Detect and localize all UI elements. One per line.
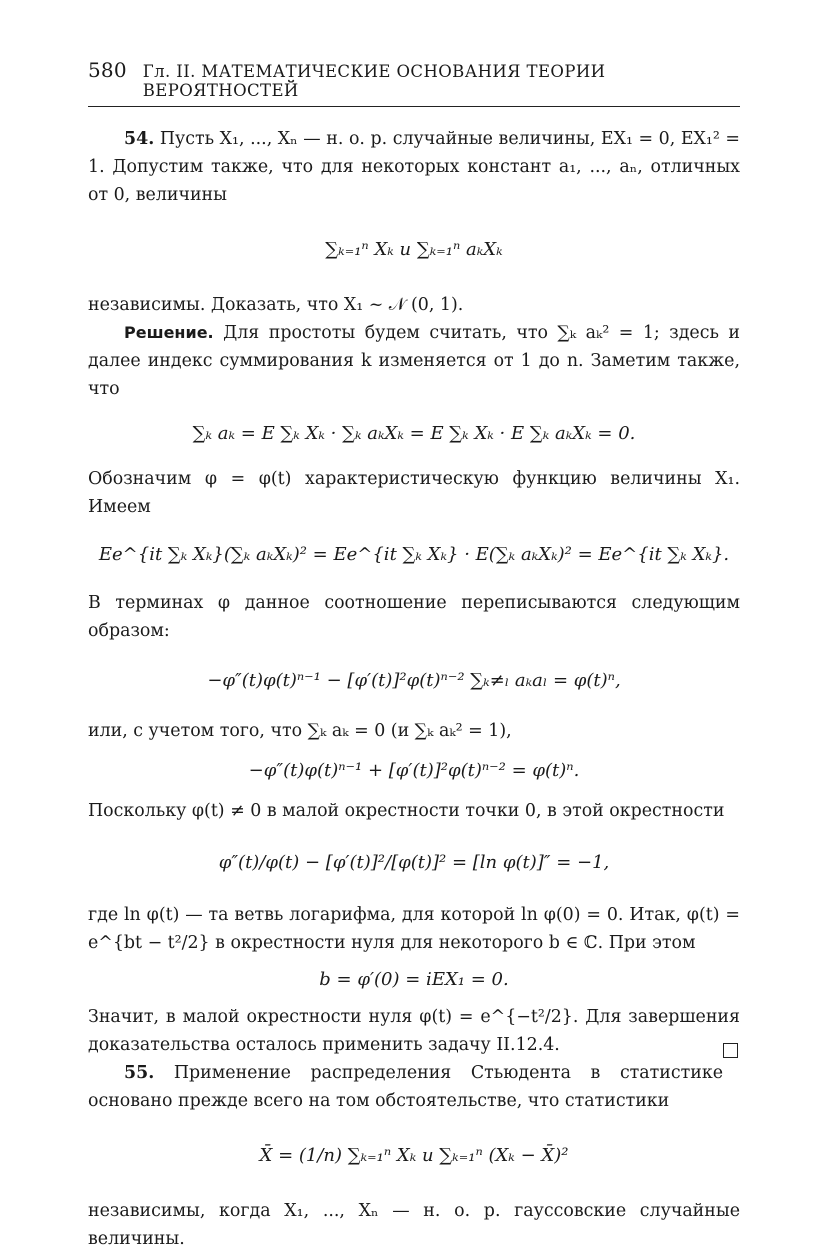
formula-log-derivative: φ″(t)/φ(t) − [φ′(t)]²/[φ(t)]² = [ln φ(t)]″ = −1, <box>218 852 610 873</box>
problem-54-number: 54. <box>124 129 155 149</box>
problem-54-claim: независимы. Доказать, что X₁ ~ 𝒩 (0, 1). <box>88 295 464 315</box>
solution-conclusion <box>88 1003 740 1059</box>
solution-text-1: Для простоты будем считать, что ∑ₖ aₖ² = 1; здесь и далее индекс суммирования k изменяется от 1 до n. Заметим также, что <box>88 323 740 399</box>
solution-text-6: где ln φ(t) — та ветвь логарифма, для которой ln φ(0) = 0. Итак, φ(t) = e^{bt − t²/2} в окрестности нуля для некоторого b ∈ ℂ. При этом <box>88 905 740 953</box>
solution-label: Решение. <box>124 323 214 342</box>
solution-paragraph <box>88 319 740 403</box>
solution-text-2: Обозначим φ = φ(t) характеристическую функцию величины X₁. Имеем <box>88 469 740 517</box>
formula-relation: −φ″(t)φ(t)ⁿ⁻¹ − [φ′(t)]²φ(t)ⁿ⁻² ∑ₖ≠ₗ aₖaₗ = φ(t)ⁿ, <box>207 670 621 691</box>
problem-55-number: 55. <box>124 1063 155 1083</box>
formula-statistics: X̄ = (1/n) ∑ₖ₌₁ⁿ Xₖ и ∑ₖ₌₁ⁿ (Xₖ − X̄)² <box>259 1145 569 1166</box>
qed-icon <box>723 1043 738 1058</box>
running-header <box>88 58 740 107</box>
solution-text-4: или, с учетом того, что ∑ₖ aₖ = 0 (и ∑ₖ aₖ² = 1), <box>88 721 512 741</box>
solution-text-3: В терминах φ данное соотношение переписываются следующим образом: <box>88 593 740 641</box>
page-content <box>88 58 740 1253</box>
solution-text-7: Значит, в малой окрестности нуля φ(t) = e^{−t²/2}. Для завершения доказательства осталось применить задачу II.12.4. <box>88 1007 740 1055</box>
solution-text-5: Поскольку φ(t) ≠ 0 в малой окрестности точки 0, в этой окрестности <box>88 801 725 821</box>
problem-55-claim: независимы, когда X₁, ..., Xₙ — н. о. р. гауссовские случайные величины. <box>88 1201 740 1249</box>
problem-54-statement <box>88 125 740 209</box>
problem-55-statement <box>88 1059 740 1115</box>
problem-55-text: Применение распределения Стьюдента в статистике основано прежде всего на том обстоятельстве, что статистики <box>88 1063 723 1111</box>
formula-characteristic: Ee^{it ∑ₖ Xₖ}(∑ₖ aₖXₖ)² = Ee^{it ∑ₖ Xₖ} · E(∑ₖ aₖXₖ)² = Ee^{it ∑ₖ Xₖ}. <box>98 544 730 565</box>
formula-relation-simplified: −φ″(t)φ(t)ⁿ⁻¹ + [φ′(t)]²φ(t)ⁿ⁻² = φ(t)ⁿ. <box>248 760 580 781</box>
page-number: 580 <box>88 58 127 82</box>
running-title: Гл. II. МАТЕМАТИЧЕСКИЕ ОСНОВАНИЯ ТЕОРИИ ВЕРОЯТНОСТЕЙ <box>142 62 606 100</box>
formula-b-value: b = φ′(0) = iEX₁ = 0. <box>319 969 509 990</box>
formula-sums: ∑ₖ₌₁ⁿ Xₖ и ∑ₖ₌₁ⁿ aₖXₖ <box>325 239 503 260</box>
problem-54-text: Пусть X₁, ..., Xₙ — н. о. р. случайные величины, EX₁ = 0, EX₁² = 1. Допустим также, что для некоторых констант a₁, ..., aₙ, отличных от 0, величины <box>88 129 740 205</box>
formula-expectation: ∑ₖ aₖ = E ∑ₖ Xₖ · ∑ₖ aₖXₖ = E ∑ₖ Xₖ · E ∑ₖ aₖXₖ = 0. <box>192 423 636 444</box>
